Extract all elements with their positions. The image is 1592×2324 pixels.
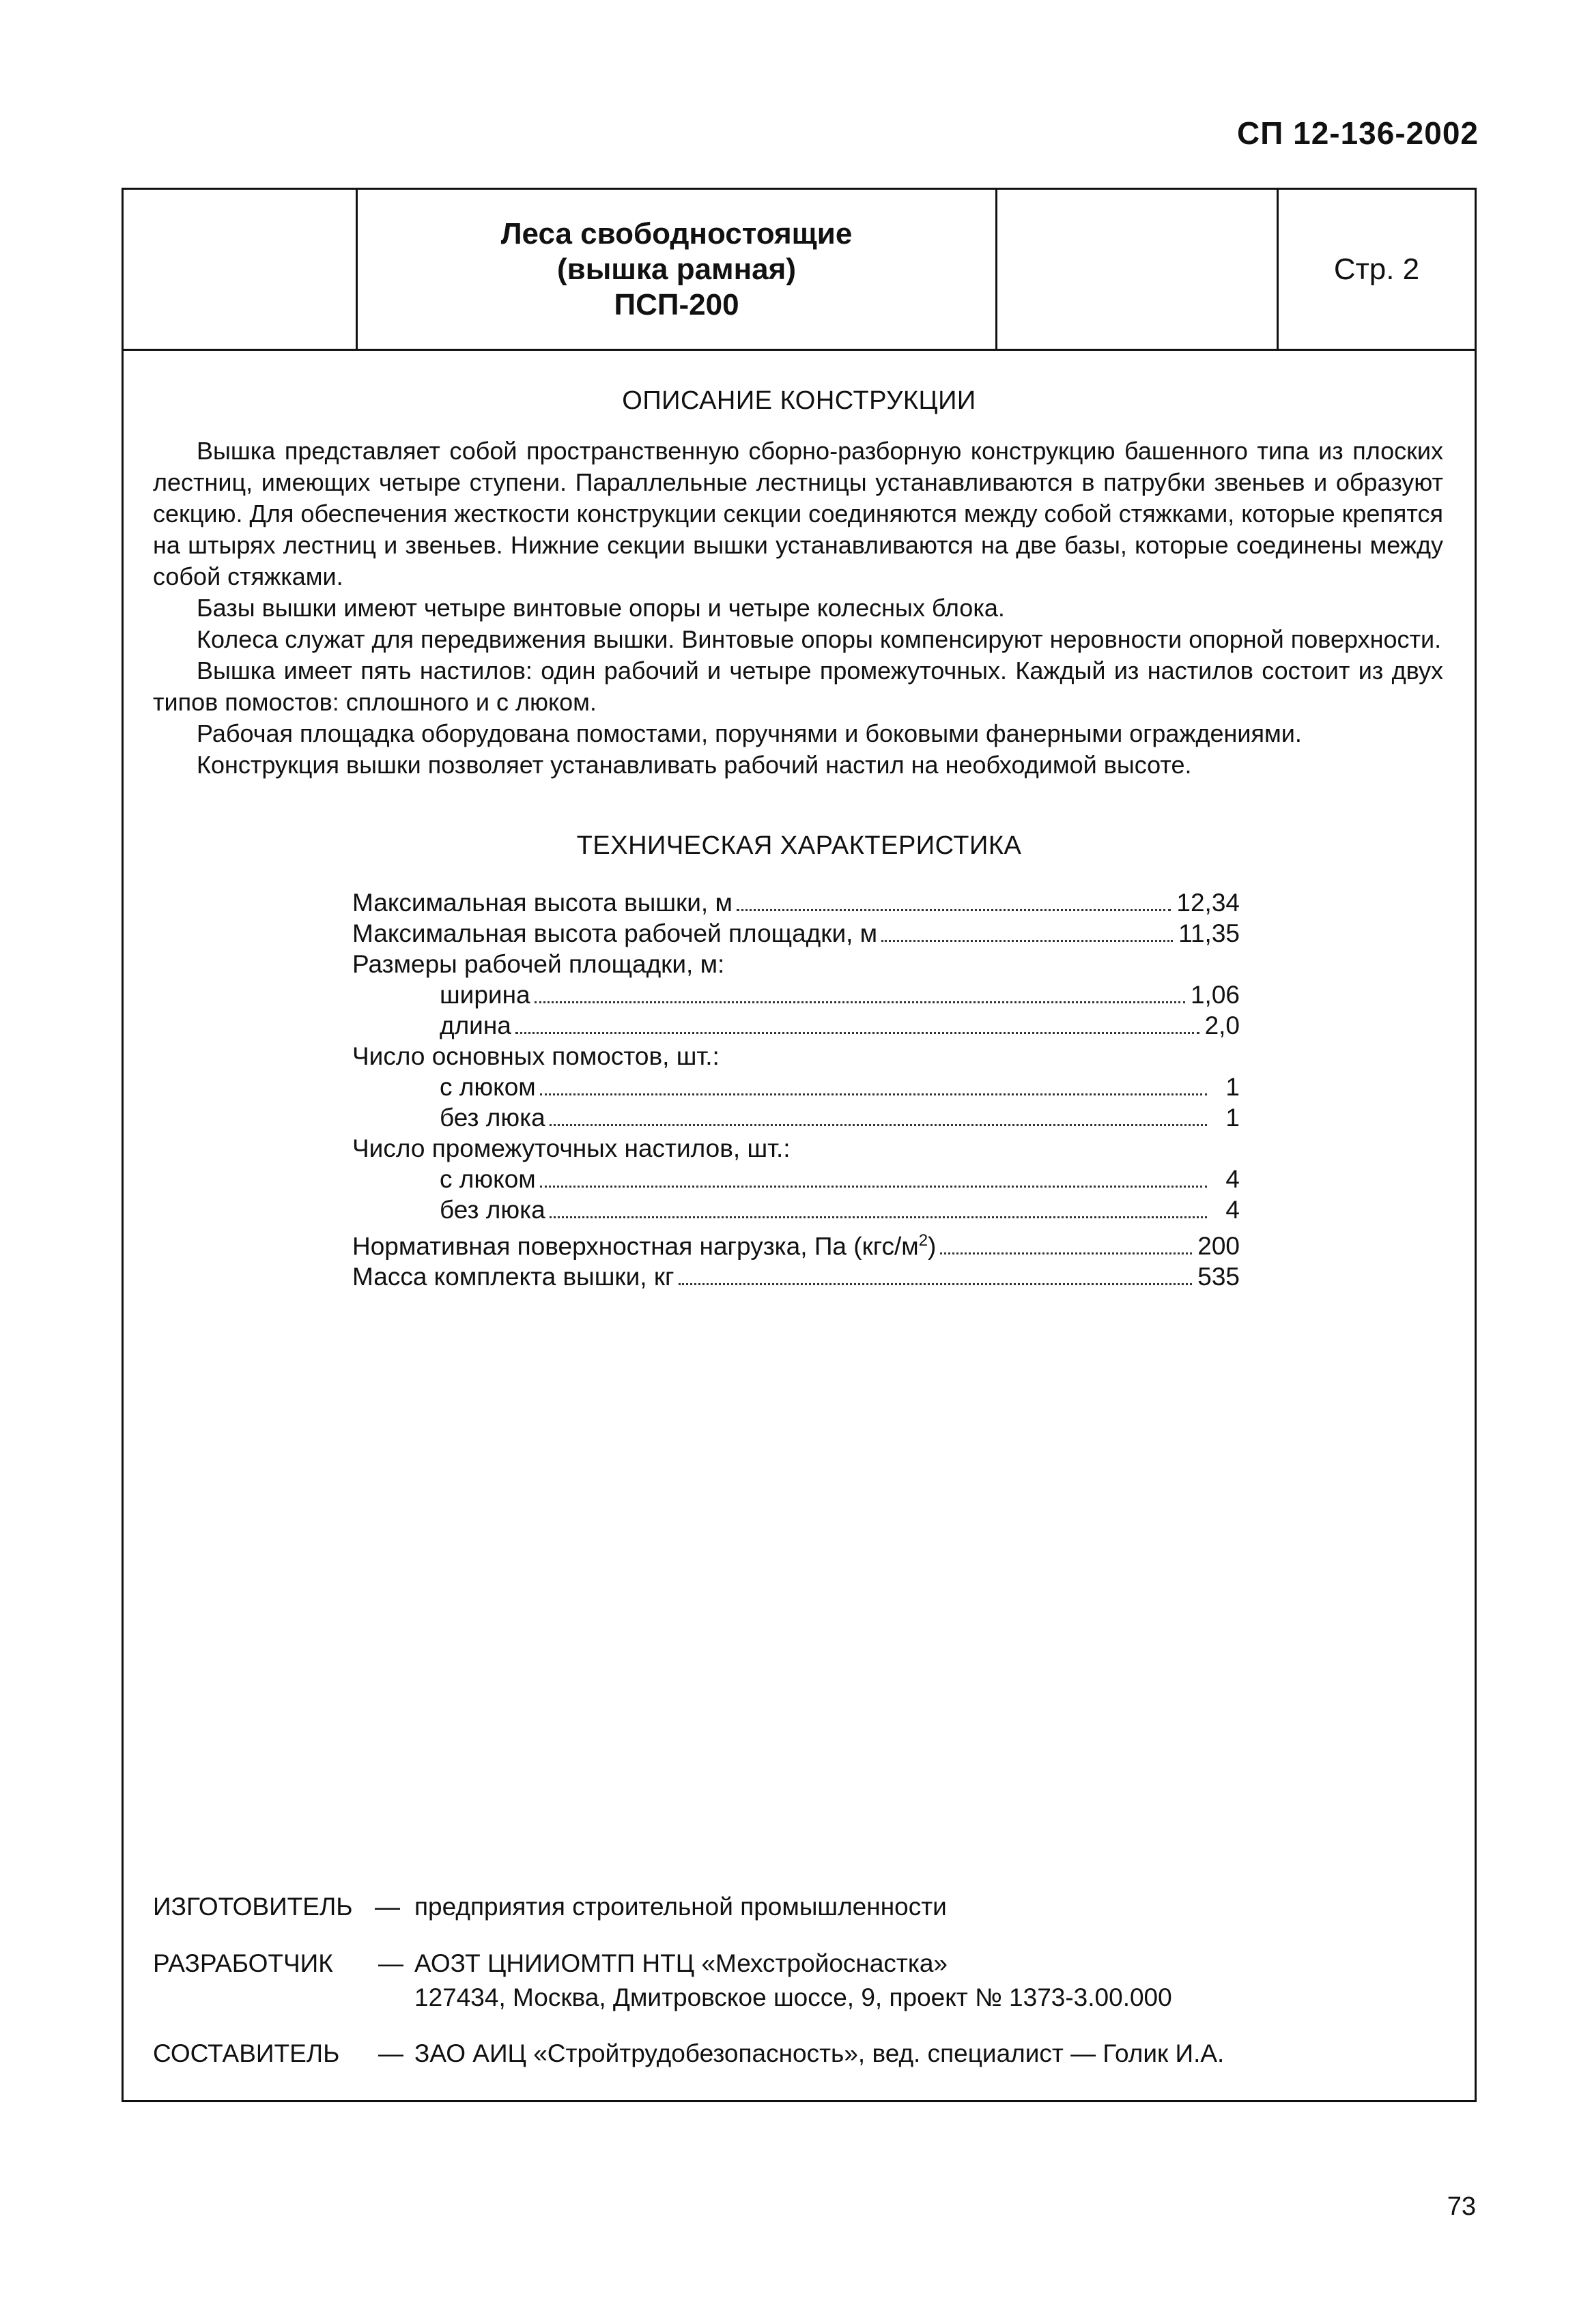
spec-label: Масса комплекта вышки, кг (352, 1263, 674, 1291)
spec-subheading-intermediate-decks: Число промежуточных настилов, шт.: (352, 1134, 791, 1162)
leader-dots (550, 1123, 1207, 1126)
spec-label-main: Нормативная поверхностная нагрузка, Па (кгс/м (352, 1232, 919, 1261)
specs-heading: ТЕХНИЧЕСКАЯ ХАРАКТЕРИСТИКА (576, 831, 1022, 860)
title-block (124, 190, 1475, 351)
spec-label: без люка (440, 1196, 545, 1224)
credit-text: АОЗТ ЦНИИОМТП НТЦ «Мехстройоснастка» (414, 1949, 948, 1977)
page-label: Стр. 2 (1333, 252, 1420, 286)
spec-value: 200 (1197, 1232, 1240, 1261)
spec-value: 1,06 (1190, 981, 1240, 1009)
description-paragraph: Колеса служат для передвижения вышки. Винтовые опоры компенсируют неровности опорной поверхности. (197, 625, 1442, 653)
spec-label: с люком (440, 1073, 536, 1101)
spec-row-kit-mass (352, 1261, 1240, 1292)
spec-value: 12,34 (1176, 889, 1240, 917)
spec-value: 535 (1197, 1263, 1240, 1291)
title-block-page-cell (1279, 190, 1475, 349)
spec-label: Максимальная высота рабочей площадки, м (352, 919, 878, 947)
spec-label-superscript: 2 (918, 1231, 928, 1250)
credit-role: ИЗГОТОВИТЕЛЬ (153, 1893, 353, 1921)
credit-text: ЗАО АИЦ «Стройтрудобезопасность», вед. специалист — Голик И.А. (414, 2039, 1225, 2067)
document-title-line-3: ПСП-200 (614, 287, 739, 321)
spec-value: 1 (1225, 1104, 1240, 1132)
spec-value: 11,35 (1178, 919, 1240, 947)
specs-list (352, 887, 1240, 1292)
credit-role: СОСТАВИТЕЛЬ (153, 2039, 340, 2067)
credit-dash: — (375, 1893, 400, 1921)
description-body (153, 435, 1443, 781)
spec-value: 1 (1225, 1073, 1240, 1101)
title-block-empty-cell-right (997, 190, 1279, 349)
spec-label (352, 1225, 936, 1261)
spec-value: 4 (1225, 1165, 1240, 1193)
description-paragraph: Базы вышки имеют четыре винтовые опоры и четыре колесных блока. (197, 594, 1005, 622)
document-frame (122, 188, 1477, 2102)
spec-value: 4 (1225, 1196, 1240, 1224)
spec-row-intermediate-with-hatch (352, 1164, 1240, 1194)
credit-dash: — (378, 1949, 403, 1977)
spec-label: ширина (440, 981, 530, 1009)
credit-text: предприятия строительной промышленности (414, 1893, 947, 1921)
leader-dots (515, 1031, 1199, 1034)
spec-subheading-platform-size: Размеры рабочей площадки, м: (352, 950, 725, 978)
spec-row-width (352, 979, 1240, 1010)
description-paragraph: Рабочая площадка оборудована помостами, поручнями и боковыми фанерными ограждениями. (197, 719, 1302, 747)
leader-dots (535, 1001, 1185, 1003)
spec-label: без люка (440, 1104, 545, 1132)
spec-label-closing: ) (928, 1232, 937, 1261)
leader-dots (679, 1282, 1193, 1285)
spec-value: 2,0 (1204, 1012, 1240, 1039)
spec-row-max-platform-height (352, 918, 1240, 949)
credit-address: 127434, Москва, Дмитровское шоссе, 9, проект № 1373-3.00.000 (414, 1983, 1172, 2011)
leader-dots (881, 939, 1173, 942)
document-code: СП 12-136-2002 (1237, 115, 1479, 151)
description-paragraph: Конструкция вышки позволяет устанавливать рабочий настил на необходимой высоте. (197, 751, 1192, 779)
spec-row-length (352, 1010, 1240, 1041)
page-number: 73 (1447, 2192, 1476, 2221)
description-heading: ОПИСАНИЕ КОНСТРУКЦИИ (622, 386, 976, 415)
spec-row-main-without-hatch (352, 1102, 1240, 1133)
document-title-line-2: (вышка рамная) (557, 252, 796, 286)
document-title-line-1: Леса свободностоящие (500, 216, 853, 250)
spec-row-main-with-hatch (352, 1072, 1240, 1102)
spec-row-max-height (352, 887, 1240, 918)
leader-dots (737, 908, 1171, 911)
leader-dots (940, 1252, 1192, 1254)
spec-label: с люком (440, 1165, 536, 1193)
spec-row-intermediate-without-hatch (352, 1194, 1240, 1225)
leader-dots (540, 1185, 1207, 1188)
title-block-name-cell (358, 190, 997, 349)
spec-row-surface-load (352, 1225, 1240, 1261)
credit-dash: — (378, 2039, 403, 2067)
title-block-empty-cell-left (124, 190, 358, 349)
leader-dots (540, 1093, 1207, 1095)
description-paragraph: Вышка представляет собой пространственную сборно-разборную конструкцию башенного типа из плоских лестниц, имеющих четыре ступени. Параллельные лестницы устанавливаются в патрубки звеньев и образуют секцию. Для обеспечения жесткости конструкции секции соединяются между собой стяжками, которые крепятся на штырях лестниц и звеньев. Нижние секции вышки устанавливаются на две базы, которые соединены между собой стяжками. (153, 437, 1443, 590)
credit-role: РАЗРАБОТЧИК (153, 1949, 333, 1977)
spec-subheading-main-decks: Число основных помостов, шт.: (352, 1042, 720, 1070)
leader-dots (550, 1216, 1207, 1218)
description-paragraph: Вышка имеет пять настилов: один рабочий и четыре промежуточных. Каждый из настилов состоит из двух типов помостов: сплошного и с люком. (153, 657, 1443, 716)
spec-label: Максимальная высота вышки, м (352, 889, 733, 917)
spec-label: длина (440, 1012, 511, 1039)
